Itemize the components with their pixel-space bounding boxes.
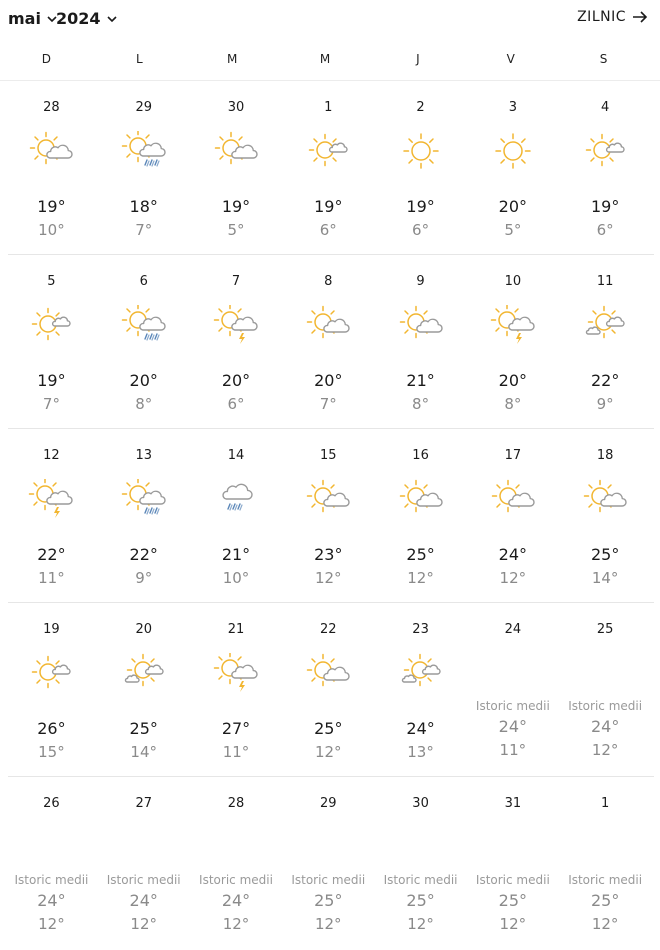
sun-small-cloud-icon [303,131,353,171]
day-number: 13 [135,448,152,463]
day-number: 1 [600,796,610,811]
min-temperature: 6° [412,221,430,239]
min-temperature: 11° [499,741,527,759]
calendar-day-cell[interactable] [559,255,652,428]
sun-cloud-icon [303,653,353,693]
day-number: 21 [227,622,245,637]
calendar-week-row [8,777,654,950]
min-temperature: 5° [227,221,245,239]
day-number: 31 [504,796,522,811]
calendar-day-cell[interactable] [466,255,559,428]
day-number: 3 [508,100,517,115]
min-temperature: 10° [222,569,250,587]
weekday-label: V [506,52,515,66]
calendar-day-cell[interactable] [282,603,375,776]
calendar-day-cell[interactable] [282,81,375,254]
calendar-day-cell[interactable] [97,255,190,428]
calendar-day-cell[interactable] [190,81,283,254]
sun-cloud-icon [211,131,261,171]
month-selector[interactable] [8,9,58,28]
sun-cloud-icon [580,479,630,519]
max-temperature: 24° [129,891,158,910]
chevron-down-icon [106,13,118,25]
max-temperature: 25° [406,545,435,564]
day-number: 16 [412,448,429,463]
day-number: 23 [412,622,429,637]
sun-cloud-icon [303,479,353,519]
min-temperature: 11° [222,743,250,761]
day-number: 18 [596,448,614,463]
sun-cloud-rain-icon [119,305,169,345]
calendar-week-row [8,429,654,603]
day-number: 27 [135,796,152,811]
max-temperature: 24° [406,719,435,738]
weekday-label: J [416,52,420,66]
arrow-right-icon [632,10,648,24]
day-number: 15 [320,448,337,463]
max-temperature: 25° [314,719,343,738]
calendar-week-row [8,603,654,777]
max-temperature: 25° [498,891,528,910]
sun-cloud-fog-icon [580,305,630,345]
sun-cloud-fog-icon [396,653,446,693]
min-temperature: 9° [596,395,614,413]
calendar-day-cell[interactable] [190,603,283,776]
max-temperature: 22° [590,371,620,390]
historical-average-label: Istoric medii [14,873,89,887]
historical-average-label: Istoric medii [568,699,643,713]
max-temperature: 19° [221,197,251,216]
max-temperature: 20° [498,371,528,390]
day-number: 29 [135,100,152,115]
sun-cloud-icon [488,479,538,519]
max-temperature: 20° [314,371,343,390]
weekday-label: M [226,52,238,66]
calendar-day-cell[interactable] [5,777,98,950]
sun-cloud-fog-icon [119,653,169,693]
calendar-day-cell[interactable] [97,429,190,602]
day-number: 9 [416,274,425,289]
weekday-label: L [135,52,143,66]
day-number: 5 [47,274,56,289]
calendar-day-cell[interactable] [374,81,467,254]
day-number: 20 [135,622,152,637]
historical-average-label: Istoric medii [383,873,458,887]
calendar-day-cell[interactable] [97,603,190,776]
min-temperature: 15° [38,743,65,761]
calendar-header [0,0,660,40]
calendar-day-cell[interactable] [374,429,467,602]
max-temperature: 26° [37,719,66,738]
min-temperature: 9° [135,569,153,587]
year-selector[interactable] [56,9,118,28]
day-number: 2 [416,100,425,115]
min-temperature: 8° [504,395,522,413]
day-number: 29 [320,796,337,811]
historical-average-label: Istoric medii [106,873,181,887]
sun-cloud-storm-icon [26,479,76,519]
min-temperature: 12° [38,915,65,933]
calendar-day-cell[interactable] [190,429,283,602]
sun-cloud-icon [26,131,76,171]
min-temperature: 7° [135,221,153,239]
min-temperature: 12° [222,915,250,933]
max-temperature: 24° [498,545,528,564]
sun-small-cloud-icon [26,305,76,345]
min-temperature: 10° [38,221,65,239]
weekday-label: M [319,52,331,66]
max-temperature: 24° [498,717,528,736]
day-number: 8 [324,274,333,289]
historical-average-label: Istoric medii [568,873,643,887]
day-number: 28 [43,100,60,115]
calendar-day-cell[interactable] [190,255,283,428]
min-temperature: 12° [130,915,157,933]
day-number: 30 [412,796,429,811]
max-temperature: 20° [129,371,158,390]
sun-cloud-storm-icon [211,305,261,345]
calendar-week-row [8,81,654,255]
day-number: 19 [43,622,60,637]
max-temperature: 23° [314,545,343,564]
max-temperature: 19° [314,197,343,216]
sun-cloud-storm-icon [211,653,261,693]
day-number: 14 [227,448,245,463]
month-label: mai [8,9,41,28]
min-temperature: 7° [42,395,60,413]
min-temperature: 5° [504,221,522,239]
min-temperature: 12° [314,915,342,933]
sun-small-cloud-icon [26,653,76,693]
max-temperature: 25° [129,719,158,738]
day-number: 25 [596,622,614,637]
max-temperature: 25° [590,545,620,564]
calendar-day-cell[interactable] [5,429,98,602]
calendar-day-cell[interactable] [466,81,559,254]
max-temperature: 22° [37,545,66,564]
min-temperature: 12° [314,743,342,761]
sun-cloud-icon [396,479,446,519]
calendar-day-cell[interactable] [190,777,283,950]
calendar-day-cell[interactable] [282,777,375,950]
day-number: 17 [504,448,522,463]
day-number: 4 [600,100,610,115]
calendar-day-cell[interactable] [559,603,652,776]
min-temperature: 6° [227,395,245,413]
sun-icon [396,131,446,171]
min-temperature: 6° [319,221,337,239]
max-temperature: 25° [406,891,435,910]
day-number: 24 [504,622,522,637]
daily-view-label: ZILNIC [577,9,626,25]
historical-average-label: Istoric medii [475,699,550,713]
day-number: 26 [43,796,60,811]
max-temperature: 20° [498,197,528,216]
max-temperature: 19° [37,371,66,390]
day-number: 11 [596,274,614,289]
min-temperature: 14° [591,569,619,587]
day-number: 7 [231,274,241,289]
calendar-day-cell[interactable] [559,777,652,950]
min-temperature: 14° [130,743,157,761]
max-temperature: 22° [129,545,158,564]
day-number: 22 [320,622,337,637]
max-temperature: 25° [314,891,343,910]
calendar-day-cell[interactable] [5,255,98,428]
historical-average-label: Istoric medii [199,873,273,887]
daily-view-link[interactable] [577,9,648,25]
min-temperature: 12° [314,569,342,587]
sun-cloud-rain-icon [119,131,169,171]
calendar-day-cell[interactable] [466,429,559,602]
calendar-day-cell[interactable] [282,429,375,602]
calendar-day-cell[interactable] [466,603,559,776]
calendar-day-cell[interactable] [5,81,98,254]
max-temperature: 20° [221,371,251,390]
day-number: 12 [43,448,60,463]
max-temperature: 25° [590,891,620,910]
min-temperature: 8° [135,395,153,413]
sun-cloud-icon [396,305,446,345]
day-number: 10 [504,274,522,289]
historical-average-label: Istoric medii [475,873,550,887]
min-temperature: 12° [591,741,619,759]
weekday-header [0,48,660,81]
min-temperature: 11° [38,569,65,587]
calendar-day-cell[interactable] [97,81,190,254]
max-temperature: 21° [406,371,435,390]
calendar-day-cell[interactable] [97,777,190,950]
max-temperature: 21° [221,545,251,564]
calendar-day-cell[interactable] [559,429,652,602]
cloud-rain-icon [211,479,261,519]
sun-cloud-icon [303,305,353,345]
sun-cloud-storm-icon [488,305,538,345]
weekday-label: S [599,52,608,66]
min-temperature: 12° [407,915,434,933]
min-temperature: 12° [407,569,434,587]
min-temperature: 8° [412,395,430,413]
calendar-day-cell[interactable] [374,603,467,776]
weekday-label: D [41,52,52,66]
sun-cloud-rain-icon [119,479,169,519]
year-label: 2024 [56,9,101,28]
calendar-day-cell[interactable] [5,603,98,776]
day-number: 30 [227,100,245,115]
max-temperature: 27° [221,719,251,738]
min-temperature: 12° [499,915,527,933]
calendar-day-cell[interactable] [559,81,652,254]
calendar-week-row [8,255,654,429]
min-temperature: 13° [407,743,434,761]
min-temperature: 6° [596,221,614,239]
sun-icon [488,131,538,171]
max-temperature: 19° [590,197,620,216]
calendar-day-cell[interactable] [466,777,559,950]
max-temperature: 19° [37,197,66,216]
sun-small-cloud-icon [580,131,630,171]
max-temperature: 24° [221,891,251,910]
calendar-day-cell[interactable] [374,777,467,950]
day-number: 1 [324,100,333,115]
max-temperature: 18° [129,197,158,216]
min-temperature: 12° [499,569,527,587]
calendar-day-cell[interactable] [282,255,375,428]
historical-average-label: Istoric medii [291,873,366,887]
min-temperature: 12° [591,915,619,933]
max-temperature: 19° [406,197,435,216]
calendar-day-cell[interactable] [374,255,467,428]
day-number: 6 [139,274,148,289]
day-number: 28 [227,796,245,811]
max-temperature: 24° [37,891,66,910]
min-temperature: 7° [319,395,337,413]
max-temperature: 24° [590,717,620,736]
